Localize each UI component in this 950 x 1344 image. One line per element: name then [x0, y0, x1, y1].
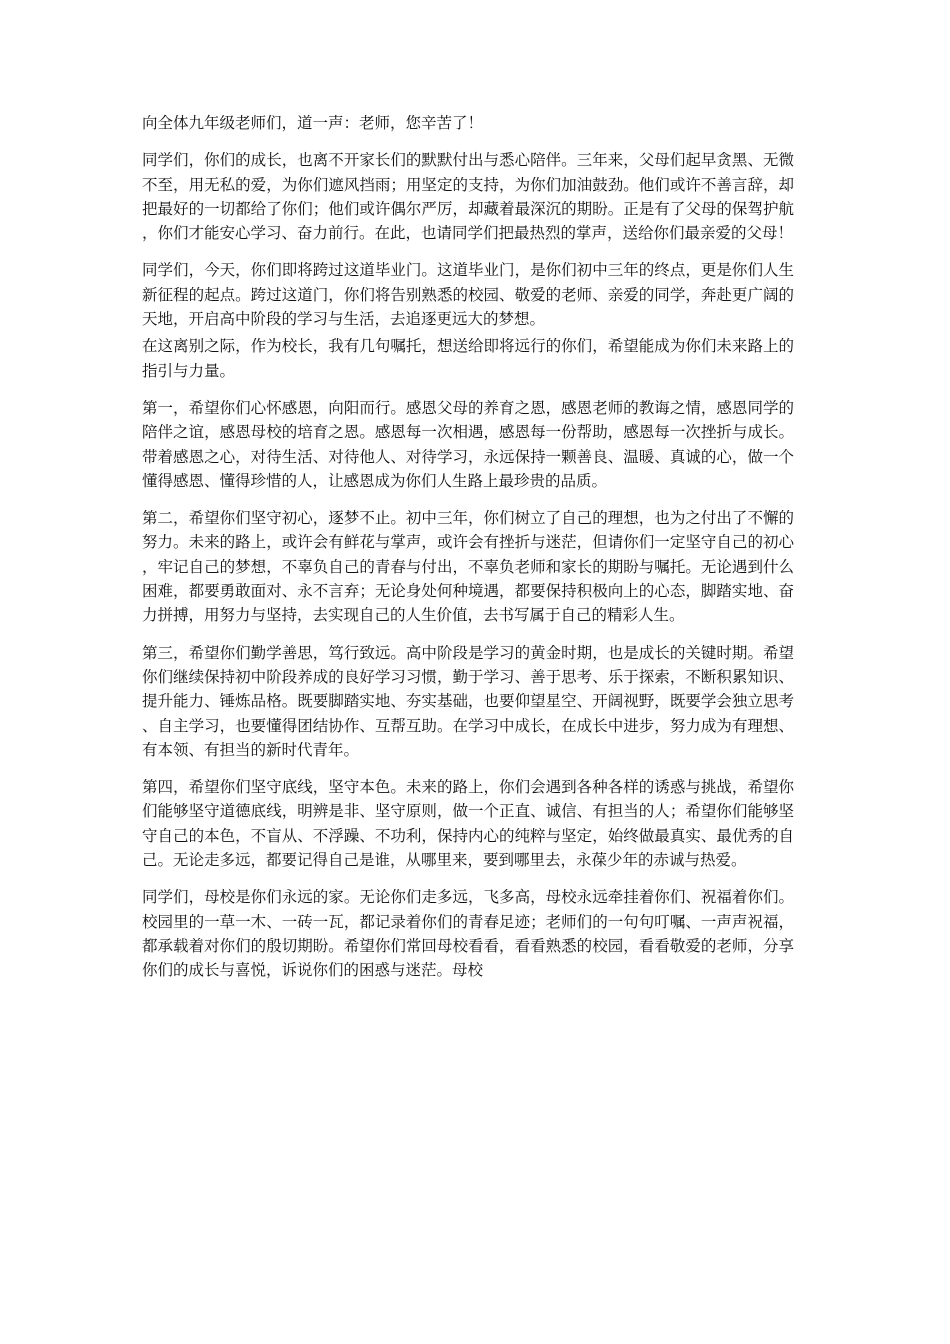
paragraph-thanks-parents: 同学们，你们的成长，也离不开家长们的默默付出与悉心陪伴。三年来，父母们起早贪黑、无微不至，用无私的爱，为你们遮风挡雨；用坚定的支持，为你们加油鼓劲。他们或许不善言辞，却把最好的一切都给了你们；他们或许偶尔严厉，却藏着最深沉的期盼。正是有了父母的保驾护航，你们才能安心学习、奋力前行。在此，也请同学们把最热烈的掌声，送给你们最亲爱的父母！	[142, 151, 794, 243]
paragraph-third-wish: 第三，希望你们勤学善思，笃行致远。高中阶段是学习的黄金时期，也是成长的关键时期。希望你们继续保持初中阶段养成的良好学习习惯，勤于学习、善于思考、乐于探索，不断积累知识、提升能力、锤炼品格。既要脚踏实地、夯实基础，也要仰望星空、开阔视野，既要学会独立思考、自主学习，也要懂得团结协作、互帮互助。在学习中成长，在成长中进步，努力成为有理想、有本领、有担当的新时代青年。	[142, 643, 794, 759]
paragraph-thanks-teachers: 向全体九年级老师们，道一声：老师，您辛苦了！	[142, 114, 484, 132]
paragraph-first-wish: 第一，希望你们心怀感恩，向阳而行。感恩父母的养育之恩，感恩老师的教诲之情，感恩同学的陪伴之谊，感恩母校的培育之恩。感恩每一次相遇，感恩每一份帮助，感恩每一次挫折与成长。带着感恩之心，对待生活、对待他人、对待学习，永远保持一颗善良、温暖、真诚的心，做一个懂得感恩、懂得珍惜的人，让感恩成为你们人生路上最珍贵的品质。	[142, 398, 794, 490]
paragraph-alma-mater: 同学们，母校是你们永远的家。无论你们走多远，飞多高，母校永远牵挂着你们、祝福着你们。校园里的一草一木、一砖一瓦，都记录着你们的青春足迹；老师们的一句句叮嘱、一声声祝福，都承载着对你们的殷切期盼。希望你们常回母校看看，看看熟悉的校园，看看敬爱的老师，分享你们的成长与喜悦，诉说你们的困惑与迷茫。母校	[142, 888, 794, 980]
paragraph-principal-wishes: 在这离别之际，作为校长，我有几句嘱托，想送给即将远行的你们，希望能成为你们未来路上的指引与力量。	[142, 337, 794, 380]
paragraph-second-wish: 第二，希望你们坚守初心，逐梦不止。初中三年，你们树立了自己的理想，也为之付出了不懈的努力。未来的路上，或许会有鲜花与掌声，或许会有挫折与迷茫，但请你们一定坚守自己的初心，牢记自己的梦想，不辜负自己的青春与付出，不辜负老师和家长的期盼与嘱托。无论遇到什么困难，都要勇敢面对、永不言弃；无论身处何种境遇，都要保持积极向上的心态，脚踏实地、奋力拼搏，用努力与坚持，去实现自己的人生价值，去书写属于自己的精彩人生。	[142, 509, 794, 625]
document-page	[142, 111, 794, 983]
paragraph-graduation-gate: 同学们，今天，你们即将跨过这道毕业门。这道毕业门，是你们初中三年的终点，更是你们人生新征程的起点。跨过这道门，你们将告别熟悉的校园、敬爱的老师、亲爱的同学，奔赴更广阔的天地，开启高中阶段的学习与生活，去追逐更远大的梦想。	[142, 261, 794, 329]
paragraph-fourth-wish: 第四，希望你们坚守底线，坚守本色。未来的路上，你们会遇到各种各样的诱惑与挑战，希望你们能够坚守道德底线，明辨是非、坚守原则，做一个正直、诚信、有担当的人；希望你们能够坚守自己的本色，不盲从、不浮躁、不功利，保持内心的纯粹与坚定，始终做最真实、最优秀的自己。无论走多远，都要记得自己是谁，从哪里来，要到哪里去，永葆少年的赤诚与热爱。	[142, 778, 794, 870]
